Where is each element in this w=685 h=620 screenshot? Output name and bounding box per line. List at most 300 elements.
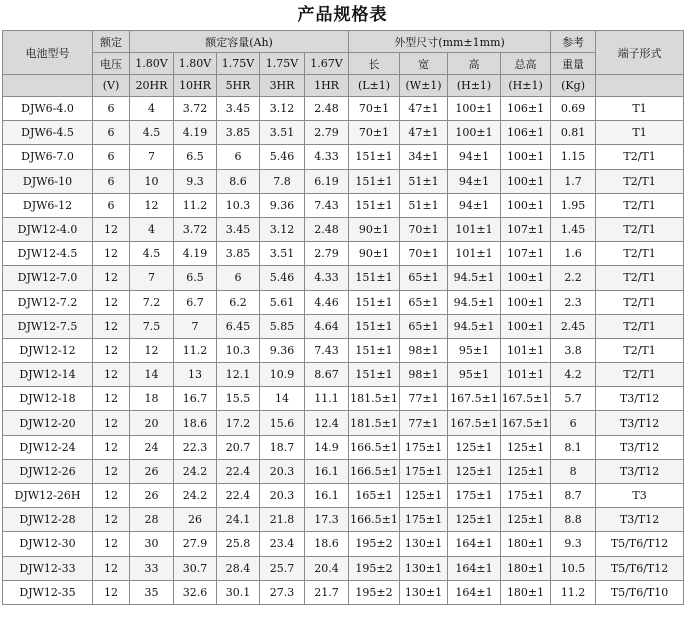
cell-model: DJW12-20 bbox=[3, 411, 93, 435]
cell-length: 70±1 bbox=[349, 121, 400, 145]
cell-total-height: 100±1 bbox=[501, 145, 551, 169]
table-row bbox=[3, 338, 684, 362]
cell-voltage: 12 bbox=[93, 338, 130, 362]
cell-cap-10hr: 22.3 bbox=[174, 435, 217, 459]
cell-cap-10hr: 6.5 bbox=[174, 266, 217, 290]
cell-total-height: 100±1 bbox=[501, 266, 551, 290]
cell-terminal: T2/T1 bbox=[596, 193, 684, 217]
cell-height: 167.5±1 bbox=[448, 387, 501, 411]
cell-cap-10hr: 9.3 bbox=[174, 169, 217, 193]
table-row bbox=[3, 532, 684, 556]
cell-cap-3hr: 23.4 bbox=[260, 532, 305, 556]
cell-voltage: 12 bbox=[93, 556, 130, 580]
cell-cap-5hr: 28.4 bbox=[217, 556, 260, 580]
cell-weight: 1.15 bbox=[551, 145, 596, 169]
cell-height: 94.5±1 bbox=[448, 290, 501, 314]
cell-terminal: T2/T1 bbox=[596, 290, 684, 314]
cell-total-height: 100±1 bbox=[501, 290, 551, 314]
cell-cap-3hr: 9.36 bbox=[260, 193, 305, 217]
cell-width: 77±1 bbox=[400, 411, 448, 435]
cell-cap-10hr: 27.9 bbox=[174, 532, 217, 556]
cell-width: 130±1 bbox=[400, 556, 448, 580]
cell-weight: 0.69 bbox=[551, 97, 596, 121]
cell-cap-3hr: 21.8 bbox=[260, 508, 305, 532]
cell-weight: 8.1 bbox=[551, 435, 596, 459]
cell-cap-20hr: 26 bbox=[130, 484, 174, 508]
cell-weight: 1.95 bbox=[551, 193, 596, 217]
table-row bbox=[3, 459, 684, 483]
cell-model: DJW12-7.0 bbox=[3, 266, 93, 290]
cell-terminal: T2/T1 bbox=[596, 169, 684, 193]
cell-height: 94.5±1 bbox=[448, 266, 501, 290]
table-row bbox=[3, 242, 684, 266]
cell-model: DJW12-28 bbox=[3, 508, 93, 532]
cell-terminal: T2/T1 bbox=[596, 314, 684, 338]
cell-length: 90±1 bbox=[349, 242, 400, 266]
table-row bbox=[3, 411, 684, 435]
cell-cap-5hr: 15.5 bbox=[217, 387, 260, 411]
cell-cap-5hr: 24.1 bbox=[217, 508, 260, 532]
cell-total-height: 125±1 bbox=[501, 459, 551, 483]
cell-length: 151±1 bbox=[349, 145, 400, 169]
cell-cap-20hr: 7.5 bbox=[130, 314, 174, 338]
cell-model: DJW12-26 bbox=[3, 459, 93, 483]
cell-cap-10hr: 6.5 bbox=[174, 145, 217, 169]
cell-voltage: 6 bbox=[93, 193, 130, 217]
cell-height: 167.5±1 bbox=[448, 411, 501, 435]
cell-terminal: T1 bbox=[596, 97, 684, 121]
cell-height: 94±1 bbox=[448, 193, 501, 217]
col-header-cap-rate: 20HR bbox=[130, 75, 174, 97]
cell-cap-3hr: 14 bbox=[260, 387, 305, 411]
cell-model: DJW12-14 bbox=[3, 363, 93, 387]
cell-cap-1hr: 18.6 bbox=[305, 532, 349, 556]
cell-cap-20hr: 4.5 bbox=[130, 242, 174, 266]
cell-cap-5hr: 30.1 bbox=[217, 580, 260, 604]
cell-length: 195±2 bbox=[349, 580, 400, 604]
cell-terminal: T2/T1 bbox=[596, 363, 684, 387]
col-header-cap-volt: 1.80V bbox=[130, 53, 174, 75]
cell-total-height: 106±1 bbox=[501, 97, 551, 121]
cell-cap-3hr: 5.46 bbox=[260, 145, 305, 169]
cell-height: 101±1 bbox=[448, 217, 501, 241]
cell-total-height: 180±1 bbox=[501, 532, 551, 556]
cell-voltage: 12 bbox=[93, 363, 130, 387]
cell-cap-5hr: 10.3 bbox=[217, 338, 260, 362]
cell-weight: 2.3 bbox=[551, 290, 596, 314]
table-row bbox=[3, 121, 684, 145]
cell-cap-1hr: 7.43 bbox=[305, 338, 349, 362]
col-header-length: 长 bbox=[349, 53, 400, 75]
cell-length: 90±1 bbox=[349, 217, 400, 241]
cell-height: 94.5±1 bbox=[448, 314, 501, 338]
cell-length: 181.5±1 bbox=[349, 387, 400, 411]
cell-height: 125±1 bbox=[448, 435, 501, 459]
cell-width: 125±1 bbox=[400, 484, 448, 508]
cell-terminal: T2/T1 bbox=[596, 217, 684, 241]
cell-cap-10hr: 4.19 bbox=[174, 121, 217, 145]
cell-cap-5hr: 22.4 bbox=[217, 484, 260, 508]
cell-total-height: 180±1 bbox=[501, 556, 551, 580]
cell-total-height: 125±1 bbox=[501, 435, 551, 459]
cell-cap-3hr: 3.51 bbox=[260, 121, 305, 145]
cell-model: DJW12-26H bbox=[3, 484, 93, 508]
header-row bbox=[3, 75, 684, 97]
cell-cap-10hr: 6.7 bbox=[174, 290, 217, 314]
cell-cap-3hr: 5.85 bbox=[260, 314, 305, 338]
cell-model: DJW12-7.5 bbox=[3, 314, 93, 338]
cell-cap-5hr: 3.45 bbox=[217, 97, 260, 121]
col-header-cap-volt: 1.75V bbox=[260, 53, 305, 75]
cell-width: 51±1 bbox=[400, 169, 448, 193]
cell-weight: 2.45 bbox=[551, 314, 596, 338]
cell-cap-1hr: 11.1 bbox=[305, 387, 349, 411]
cell-cap-3hr: 25.7 bbox=[260, 556, 305, 580]
col-header-dims: 外型尺寸(mm±1mm) bbox=[349, 31, 551, 53]
table-row bbox=[3, 145, 684, 169]
cell-model: DJW12-4.5 bbox=[3, 242, 93, 266]
col-header-cap-rate: 1HR bbox=[305, 75, 349, 97]
col-header-weight-unit: (Kg) bbox=[551, 75, 596, 97]
col-header-cap-volt: 1.67V bbox=[305, 53, 349, 75]
cell-model: DJW6-7.0 bbox=[3, 145, 93, 169]
cell-width: 98±1 bbox=[400, 363, 448, 387]
cell-cap-5hr: 6 bbox=[217, 266, 260, 290]
cell-length: 151±1 bbox=[349, 314, 400, 338]
cell-cap-1hr: 16.1 bbox=[305, 484, 349, 508]
cell-total-height: 107±1 bbox=[501, 217, 551, 241]
cell-cap-20hr: 4 bbox=[130, 217, 174, 241]
cell-height: 94±1 bbox=[448, 145, 501, 169]
col-header-terminal: 端子形式 bbox=[596, 31, 684, 75]
cell-total-height: 100±1 bbox=[501, 169, 551, 193]
cell-cap-10hr: 7 bbox=[174, 314, 217, 338]
cell-width: 65±1 bbox=[400, 266, 448, 290]
cell-cap-1hr: 14.9 bbox=[305, 435, 349, 459]
table-header bbox=[3, 31, 684, 97]
col-header-weight: 重量 bbox=[551, 53, 596, 75]
cell-weight: 1.7 bbox=[551, 169, 596, 193]
cell-length: 151±1 bbox=[349, 363, 400, 387]
cell-cap-20hr: 26 bbox=[130, 459, 174, 483]
cell-width: 47±1 bbox=[400, 121, 448, 145]
cell-width: 98±1 bbox=[400, 338, 448, 362]
cell-terminal: T1 bbox=[596, 121, 684, 145]
cell-terminal: T2/T1 bbox=[596, 242, 684, 266]
cell-height: 125±1 bbox=[448, 508, 501, 532]
cell-cap-20hr: 18 bbox=[130, 387, 174, 411]
cell-width: 130±1 bbox=[400, 532, 448, 556]
cell-cap-3hr: 18.7 bbox=[260, 435, 305, 459]
cell-height: 94±1 bbox=[448, 169, 501, 193]
cell-width: 70±1 bbox=[400, 242, 448, 266]
header-row bbox=[3, 31, 684, 53]
cell-voltage: 12 bbox=[93, 314, 130, 338]
cell-cap-1hr: 6.19 bbox=[305, 169, 349, 193]
cell-model: DJW6-4.0 bbox=[3, 97, 93, 121]
cell-cap-20hr: 28 bbox=[130, 508, 174, 532]
page-title: 产品规格表 bbox=[297, 5, 388, 25]
cell-width: 65±1 bbox=[400, 314, 448, 338]
cell-cap-10hr: 24.2 bbox=[174, 484, 217, 508]
cell-weight: 6 bbox=[551, 411, 596, 435]
cell-weight: 1.45 bbox=[551, 217, 596, 241]
cell-terminal: T3/T12 bbox=[596, 411, 684, 435]
cell-width: 34±1 bbox=[400, 145, 448, 169]
cell-voltage: 6 bbox=[93, 169, 130, 193]
cell-height: 100±1 bbox=[448, 97, 501, 121]
col-header-width: 宽 bbox=[400, 53, 448, 75]
col-header-terminal-blank bbox=[596, 75, 684, 97]
cell-cap-20hr: 24 bbox=[130, 435, 174, 459]
cell-cap-3hr: 27.3 bbox=[260, 580, 305, 604]
cell-cap-5hr: 17.2 bbox=[217, 411, 260, 435]
cell-cap-5hr: 25.8 bbox=[217, 532, 260, 556]
cell-cap-1hr: 12.4 bbox=[305, 411, 349, 435]
cell-terminal: T5/T6/T12 bbox=[596, 556, 684, 580]
col-header-voltage-unit: (V) bbox=[93, 75, 130, 97]
cell-voltage: 12 bbox=[93, 580, 130, 604]
cell-total-height: 175±1 bbox=[501, 484, 551, 508]
cell-voltage: 12 bbox=[93, 508, 130, 532]
cell-cap-5hr: 6.2 bbox=[217, 290, 260, 314]
cell-length: 151±1 bbox=[349, 290, 400, 314]
col-header-cap-rate: 10HR bbox=[174, 75, 217, 97]
col-header-cap-volt: 1.80V bbox=[174, 53, 217, 75]
cell-width: 51±1 bbox=[400, 193, 448, 217]
cell-terminal: T3/T12 bbox=[596, 459, 684, 483]
cell-length: 151±1 bbox=[349, 266, 400, 290]
cell-cap-20hr: 14 bbox=[130, 363, 174, 387]
cell-cap-10hr: 11.2 bbox=[174, 338, 217, 362]
cell-total-height: 100±1 bbox=[501, 193, 551, 217]
cell-length: 151±1 bbox=[349, 193, 400, 217]
cell-length: 195±2 bbox=[349, 556, 400, 580]
cell-voltage: 12 bbox=[93, 484, 130, 508]
cell-cap-3hr: 9.36 bbox=[260, 338, 305, 362]
cell-model: DJW12-4.0 bbox=[3, 217, 93, 241]
cell-cap-20hr: 35 bbox=[130, 580, 174, 604]
cell-cap-5hr: 6.45 bbox=[217, 314, 260, 338]
col-header-model: 电池型号 bbox=[3, 31, 93, 75]
cell-terminal: T3/T12 bbox=[596, 387, 684, 411]
cell-cap-20hr: 12 bbox=[130, 193, 174, 217]
cell-cap-20hr: 20 bbox=[130, 411, 174, 435]
cell-model: DJW12-33 bbox=[3, 556, 93, 580]
cell-cap-10hr: 4.19 bbox=[174, 242, 217, 266]
cell-weight: 8 bbox=[551, 459, 596, 483]
cell-width: 175±1 bbox=[400, 508, 448, 532]
cell-cap-5hr: 3.85 bbox=[217, 121, 260, 145]
cell-width: 175±1 bbox=[400, 459, 448, 483]
cell-total-height: 167.5±1 bbox=[501, 411, 551, 435]
cell-cap-3hr: 3.51 bbox=[260, 242, 305, 266]
table-body bbox=[3, 97, 684, 605]
cell-voltage: 6 bbox=[93, 121, 130, 145]
cell-cap-1hr: 16.1 bbox=[305, 459, 349, 483]
table-row bbox=[3, 193, 684, 217]
cell-cap-1hr: 2.79 bbox=[305, 242, 349, 266]
cell-voltage: 6 bbox=[93, 97, 130, 121]
cell-cap-20hr: 4 bbox=[130, 97, 174, 121]
cell-voltage: 12 bbox=[93, 435, 130, 459]
cell-cap-3hr: 5.61 bbox=[260, 290, 305, 314]
cell-total-height: 106±1 bbox=[501, 121, 551, 145]
cell-height: 164±1 bbox=[448, 556, 501, 580]
col-header-capacity: 额定容量(Ah) bbox=[130, 31, 349, 53]
cell-cap-10hr: 16.7 bbox=[174, 387, 217, 411]
cell-height: 125±1 bbox=[448, 459, 501, 483]
cell-model: DJW6-10 bbox=[3, 169, 93, 193]
cell-height: 164±1 bbox=[448, 580, 501, 604]
table-row bbox=[3, 484, 684, 508]
cell-model: DJW12-35 bbox=[3, 580, 93, 604]
cell-model: DJW12-7.2 bbox=[3, 290, 93, 314]
table-row bbox=[3, 508, 684, 532]
cell-terminal: T2/T1 bbox=[596, 145, 684, 169]
cell-height: 164±1 bbox=[448, 532, 501, 556]
cell-cap-10hr: 26 bbox=[174, 508, 217, 532]
cell-cap-3hr: 5.46 bbox=[260, 266, 305, 290]
cell-cap-1hr: 4.33 bbox=[305, 145, 349, 169]
cell-cap-1hr: 8.67 bbox=[305, 363, 349, 387]
cell-cap-20hr: 10 bbox=[130, 169, 174, 193]
table-row bbox=[3, 290, 684, 314]
cell-weight: 1.6 bbox=[551, 242, 596, 266]
cell-width: 47±1 bbox=[400, 97, 448, 121]
cell-model: DJW12-18 bbox=[3, 387, 93, 411]
cell-total-height: 101±1 bbox=[501, 338, 551, 362]
cell-cap-10hr: 18.6 bbox=[174, 411, 217, 435]
cell-width: 65±1 bbox=[400, 290, 448, 314]
cell-cap-20hr: 30 bbox=[130, 532, 174, 556]
col-header-dim-unit: (L±1) bbox=[349, 75, 400, 97]
cell-model: DJW6-12 bbox=[3, 193, 93, 217]
cell-height: 100±1 bbox=[448, 121, 501, 145]
cell-total-height: 125±1 bbox=[501, 508, 551, 532]
cell-length: 166.5±1 bbox=[349, 459, 400, 483]
cell-length: 181.5±1 bbox=[349, 411, 400, 435]
col-header-height: 高 bbox=[448, 53, 501, 75]
cell-cap-1hr: 20.4 bbox=[305, 556, 349, 580]
col-header-dim-unit: (W±1) bbox=[400, 75, 448, 97]
cell-model: DJW12-12 bbox=[3, 338, 93, 362]
table-row bbox=[3, 266, 684, 290]
spec-table bbox=[2, 30, 684, 605]
cell-cap-5hr: 22.4 bbox=[217, 459, 260, 483]
cell-cap-5hr: 12.1 bbox=[217, 363, 260, 387]
cell-cap-1hr: 17.3 bbox=[305, 508, 349, 532]
table-row bbox=[3, 363, 684, 387]
cell-weight: 8.7 bbox=[551, 484, 596, 508]
cell-length: 165±1 bbox=[349, 484, 400, 508]
cell-width: 175±1 bbox=[400, 435, 448, 459]
cell-terminal: T3/T12 bbox=[596, 508, 684, 532]
cell-voltage: 12 bbox=[93, 290, 130, 314]
cell-voltage: 12 bbox=[93, 532, 130, 556]
cell-cap-3hr: 20.3 bbox=[260, 484, 305, 508]
cell-cap-1hr: 2.79 bbox=[305, 121, 349, 145]
cell-cap-10hr: 3.72 bbox=[174, 217, 217, 241]
cell-cap-10hr: 11.2 bbox=[174, 193, 217, 217]
cell-length: 166.5±1 bbox=[349, 435, 400, 459]
table-row bbox=[3, 556, 684, 580]
cell-cap-10hr: 3.72 bbox=[174, 97, 217, 121]
cell-total-height: 100±1 bbox=[501, 314, 551, 338]
cell-voltage: 6 bbox=[93, 145, 130, 169]
cell-weight: 2.2 bbox=[551, 266, 596, 290]
cell-length: 151±1 bbox=[349, 338, 400, 362]
table-row bbox=[3, 580, 684, 604]
cell-cap-1hr: 2.48 bbox=[305, 97, 349, 121]
cell-model: DJW6-4.5 bbox=[3, 121, 93, 145]
cell-weight: 11.2 bbox=[551, 580, 596, 604]
cell-weight: 8.8 bbox=[551, 508, 596, 532]
cell-total-height: 101±1 bbox=[501, 363, 551, 387]
col-header-dim-unit: (H±1) bbox=[501, 75, 551, 97]
cell-cap-3hr: 3.12 bbox=[260, 217, 305, 241]
cell-height: 101±1 bbox=[448, 242, 501, 266]
cell-width: 70±1 bbox=[400, 217, 448, 241]
table-row bbox=[3, 217, 684, 241]
cell-voltage: 12 bbox=[93, 266, 130, 290]
col-header-ref: 参考 bbox=[551, 31, 596, 53]
cell-width: 130±1 bbox=[400, 580, 448, 604]
cell-terminal: T3/T12 bbox=[596, 435, 684, 459]
col-header-cap-rate: 5HR bbox=[217, 75, 260, 97]
cell-cap-20hr: 33 bbox=[130, 556, 174, 580]
col-header-cap-rate: 3HR bbox=[260, 75, 305, 97]
cell-model: DJW12-24 bbox=[3, 435, 93, 459]
cell-weight: 9.3 bbox=[551, 532, 596, 556]
col-header-cap-volt: 1.75V bbox=[217, 53, 260, 75]
cell-cap-3hr: 15.6 bbox=[260, 411, 305, 435]
cell-length: 166.5±1 bbox=[349, 508, 400, 532]
table-row bbox=[3, 97, 684, 121]
cell-cap-5hr: 3.45 bbox=[217, 217, 260, 241]
cell-cap-20hr: 7 bbox=[130, 145, 174, 169]
cell-voltage: 12 bbox=[93, 217, 130, 241]
cell-model: DJW12-30 bbox=[3, 532, 93, 556]
cell-voltage: 12 bbox=[93, 411, 130, 435]
cell-cap-10hr: 13 bbox=[174, 363, 217, 387]
cell-terminal: T2/T1 bbox=[596, 338, 684, 362]
table-row bbox=[3, 169, 684, 193]
cell-cap-20hr: 4.5 bbox=[130, 121, 174, 145]
cell-cap-3hr: 7.8 bbox=[260, 169, 305, 193]
cell-cap-1hr: 4.33 bbox=[305, 266, 349, 290]
col-header-model-blank bbox=[3, 75, 93, 97]
cell-height: 175±1 bbox=[448, 484, 501, 508]
col-header-rated: 额定 bbox=[93, 31, 130, 53]
cell-total-height: 167.5±1 bbox=[501, 387, 551, 411]
col-header-total-height: 总高 bbox=[501, 53, 551, 75]
cell-cap-20hr: 7 bbox=[130, 266, 174, 290]
cell-cap-5hr: 3.85 bbox=[217, 242, 260, 266]
cell-cap-5hr: 20.7 bbox=[217, 435, 260, 459]
table-row bbox=[3, 387, 684, 411]
cell-cap-1hr: 2.48 bbox=[305, 217, 349, 241]
cell-cap-10hr: 24.2 bbox=[174, 459, 217, 483]
cell-length: 70±1 bbox=[349, 97, 400, 121]
col-header-dim-unit: (H±1) bbox=[448, 75, 501, 97]
cell-terminal: T5/T6/T10 bbox=[596, 580, 684, 604]
cell-total-height: 180±1 bbox=[501, 580, 551, 604]
cell-cap-1hr: 21.7 bbox=[305, 580, 349, 604]
cell-weight: 3.8 bbox=[551, 338, 596, 362]
cell-weight: 0.81 bbox=[551, 121, 596, 145]
table-row bbox=[3, 314, 684, 338]
